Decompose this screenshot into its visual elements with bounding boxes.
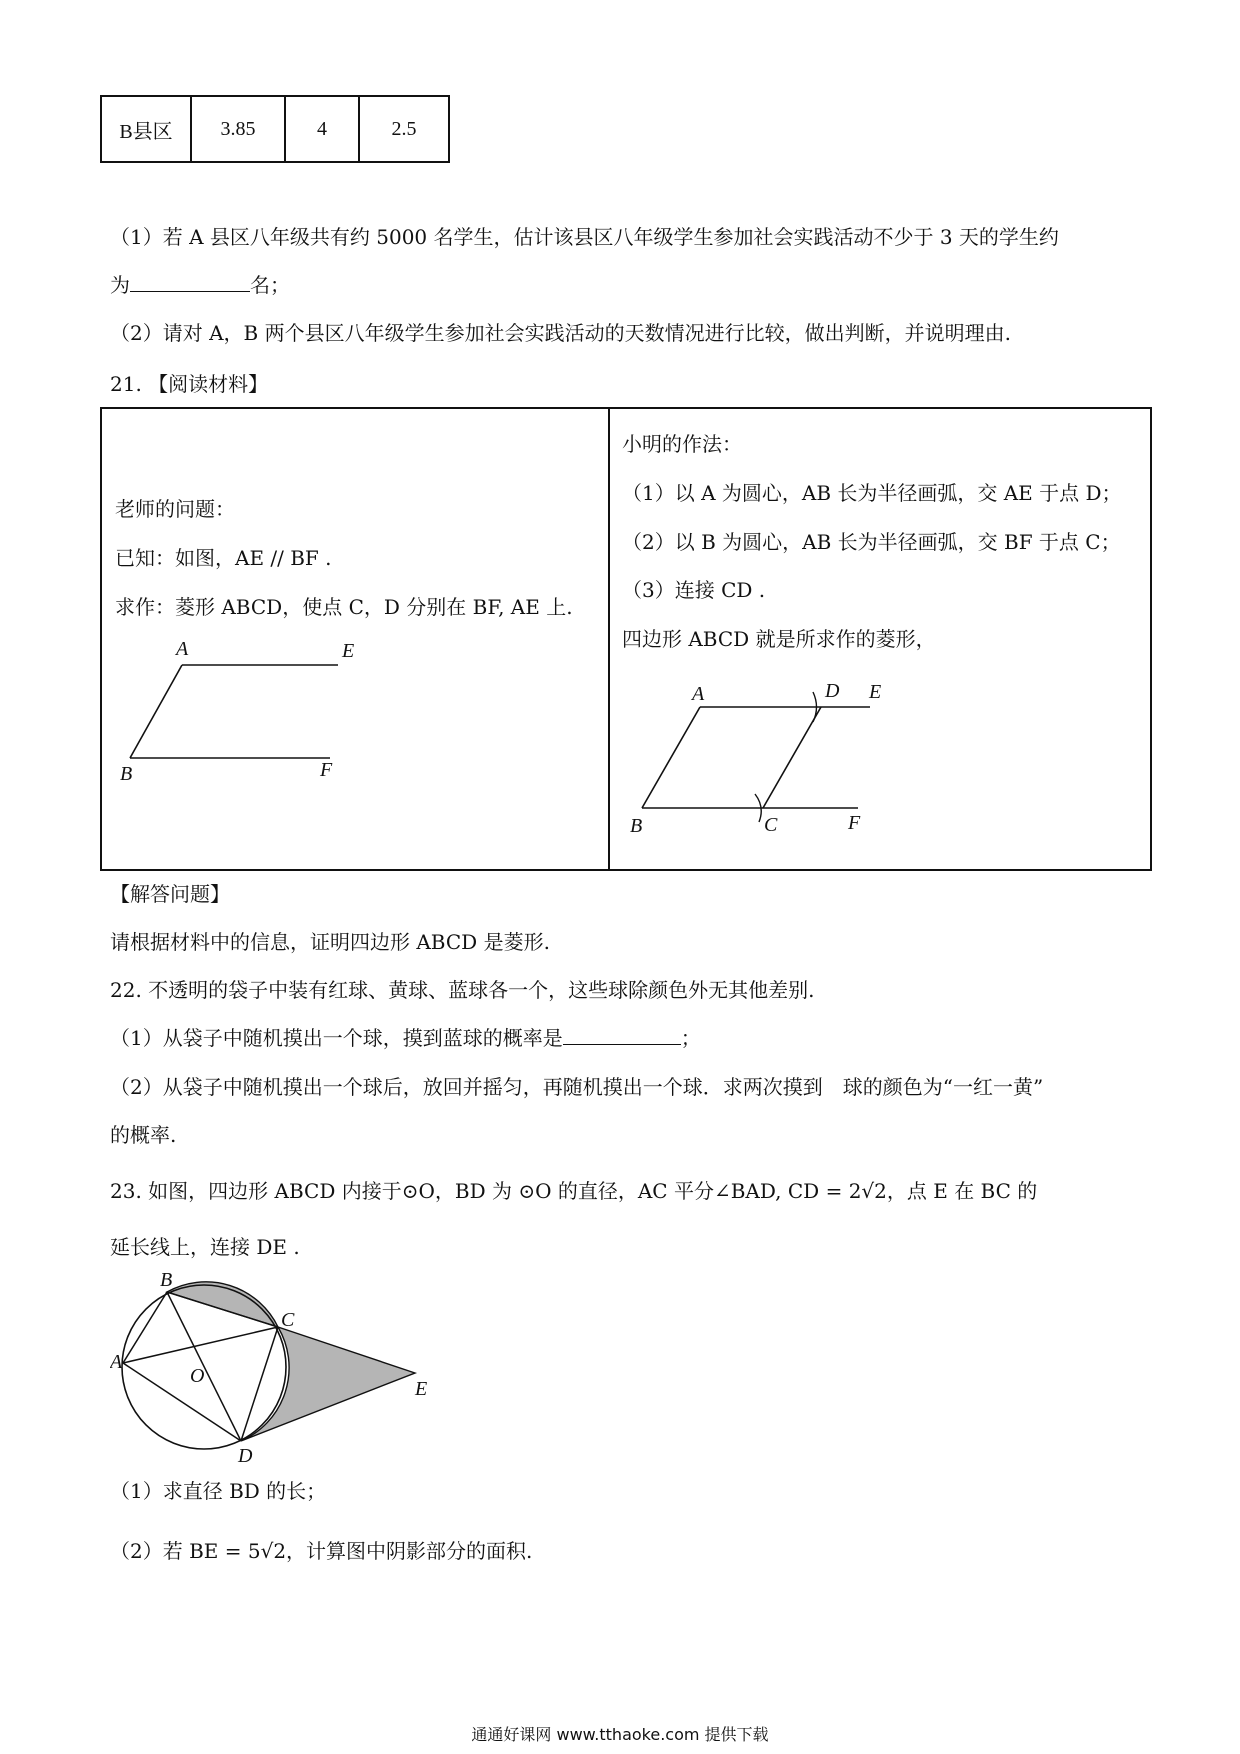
label-d: D xyxy=(238,1445,253,1467)
label-e: E xyxy=(869,681,882,703)
label-f: F xyxy=(320,759,333,781)
q22-part1-pre: （1）从袋子中随机摸出一个球，摸到蓝球的概率是 xyxy=(110,1026,563,1050)
table-cell: 3.85 xyxy=(191,96,285,162)
figure-parallel-lines xyxy=(110,635,370,790)
label-d: D xyxy=(825,680,840,702)
segment-ab xyxy=(123,1292,167,1363)
q23-stem-line1: 23. 如图，四边形 ABCD 内接于⊙O，BD 为 ⊙O 的直径，AC 平分∠BAD, CD = 2√2，点 E 在 BC 的 xyxy=(110,1179,1038,1203)
q22-part2-line1: （2）从袋子中随机摸出一个球后，放回并摇匀，再随机摸出一个球．求两次摸到 球的颜色为“一红一黄” xyxy=(110,1075,1044,1099)
q23-stem-line2: 延长线上，连接 DE . xyxy=(110,1235,300,1259)
q20-part1-pre: 为 xyxy=(110,273,130,297)
label-o: O xyxy=(190,1365,205,1387)
label-a: A xyxy=(176,638,189,660)
shaded-segment-bc xyxy=(167,1282,278,1327)
answer-question-header: 【解答问题】 xyxy=(110,882,230,906)
label-b: B xyxy=(630,815,643,837)
q20-part2: （2）请对 A，B 两个县区八年级学生参加社会实践活动的天数情况进行比较，做出判断，并说明理由. xyxy=(110,321,1011,345)
label-c: C xyxy=(764,814,778,836)
label-f: F xyxy=(848,812,861,834)
table-row xyxy=(101,96,449,162)
q21-header: 21. 【阅读材料】 xyxy=(110,372,269,396)
box-divider xyxy=(608,407,610,869)
answer-blank xyxy=(130,271,250,292)
method-step3: （3）连接 CD . xyxy=(622,578,766,602)
label-e: E xyxy=(342,640,355,662)
label-a: A xyxy=(692,683,705,705)
method-conclusion: 四边形 ABCD 就是所求作的菱形， xyxy=(622,627,936,651)
teacher-question-title: 老师的问题： xyxy=(115,497,235,521)
q23-part2: （2）若 BE = 5√2，计算图中阴影部分的面积. xyxy=(110,1539,533,1563)
table-cell: 4 xyxy=(285,96,359,162)
label-c: C xyxy=(281,1309,295,1331)
q22-part1 xyxy=(110,1024,701,1052)
shaded-region-cde xyxy=(241,1327,415,1441)
label-b: B xyxy=(120,763,133,785)
q20-part1-post: 名； xyxy=(250,273,290,297)
table-cell: B县区 xyxy=(101,96,191,162)
xiaoming-method-title: 小明的作法： xyxy=(622,432,742,456)
q20-part1-line2 xyxy=(110,271,290,299)
label-e: E xyxy=(415,1378,428,1400)
segment-cd xyxy=(763,707,821,808)
answer-blank xyxy=(563,1024,681,1045)
table-cell: 2.5 xyxy=(359,96,449,162)
q22-part1-post: ； xyxy=(680,1026,701,1050)
q20-part1-line1: （1）若 A 县区八年级共有约 5000 名学生，估计该县区八年级学生参加社会实践活动不少于 3 天的学生约 xyxy=(110,225,1059,249)
q21-answer-prompt: 请根据材料中的信息，证明四边形 ABCD 是菱形. xyxy=(110,930,550,954)
segment-da xyxy=(123,1363,241,1441)
footer-source: 通通好课网 www.tthaoke.com 提供下载 xyxy=(471,1725,769,1744)
method-step2: （2）以 B 为圆心，AB 长为半径画弧，交 BF 于点 C； xyxy=(622,530,1121,554)
q23-part1: （1）求直径 BD 的长； xyxy=(110,1479,327,1503)
method-step1: （1）以 A 为圆心，AB 长为半径画弧，交 AE 于点 D； xyxy=(622,481,1122,505)
segment-ab xyxy=(642,707,700,808)
q22-part2-line2: 的概率. xyxy=(110,1123,177,1147)
q22-stem: 22. 不透明的袋子中装有红球、黄球、蓝球各一个，这些球除颜色外无其他差别. xyxy=(110,978,815,1002)
diagonal-ac xyxy=(123,1327,278,1363)
segment-ab xyxy=(130,665,182,758)
label-b: B xyxy=(160,1270,173,1291)
data-table xyxy=(100,95,450,163)
label-a: A xyxy=(110,1351,123,1373)
construct-line: 求作：菱形 ABCD，使点 C，D 分别在 BF, AE 上. xyxy=(115,595,573,619)
given-line: 已知：如图，AE // BF . xyxy=(115,546,332,570)
figure-circle-quadrilateral xyxy=(110,1270,440,1470)
figure-rhombus xyxy=(620,670,910,840)
